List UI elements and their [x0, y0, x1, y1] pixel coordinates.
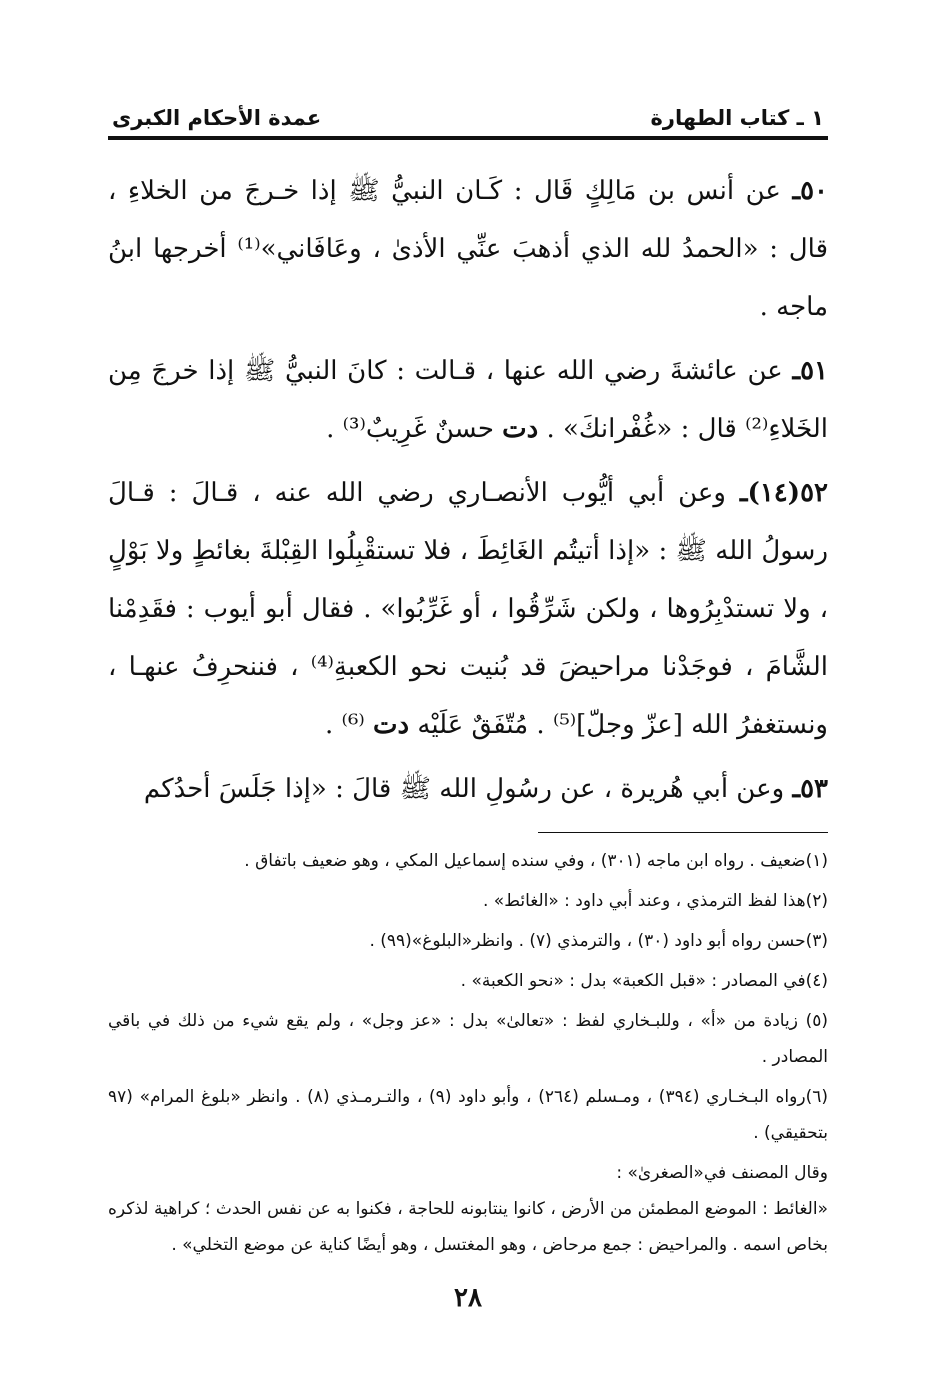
- author-note-heading: وقال المصنف في«الصغرىٰ» :: [616, 1163, 828, 1183]
- footnote-4: (٤)في المصادر : «قبل الكعبة» بدل : «نحو الكعبة» .: [460, 971, 828, 991]
- footnote-1: (١)ضعيف . رواه ابن ماجه (٣٠١) ، وفي سنده إسماعيل المكي ، وهو ضعيف باتفاق .: [244, 851, 828, 871]
- chapter-title: ١ ـ كتاب الطهارة: [650, 106, 824, 130]
- hadith-52: [108, 464, 828, 754]
- book-page: [108, 96, 828, 1366]
- footnote-6: (٦)رواه البـخـاري (٣٩٤) ، ومـسلم (٢٦٤) ، وأبو داود (٩) ، والتـرمـذي (٨) . وانظر «بلوغ المرام» (٩٧ بتحقيقي) .: [108, 1087, 828, 1143]
- hadith-text: وعن أبي هُريرة ، عن رسُولِ الله ﷺ قالَ : «إذا جَلَسَ أحدُكم: [143, 774, 785, 804]
- footnote-divider: [538, 832, 828, 833]
- grading: حسنٌ غَرِيبٌ⁽³⁾ .: [326, 414, 494, 444]
- hadith-number: ٥١ـ: [792, 356, 829, 386]
- author-note-text: «الغائط : الموضع المطمئن من الأرض ، كانوا ينتابونه للحاجة ، فكنوا به عن نفس الحدث ؛ كراهية لذكره بخاص اسمه . والمراحيض : جمع مرحاض ، وهو المغتسل ، وهو أيضًا كناية عن موضع التخلي» .: [108, 1199, 828, 1255]
- page-number: ٢٨: [454, 1283, 482, 1313]
- footnote-5: (٥) زيادة من «أ» ، وللبـخاري لفظ : «تعالىٰ» بدل : «عز وجل» ، ولم يقع شيء من ذلك في باقي المصادر .: [108, 1011, 828, 1067]
- header-rule: [108, 136, 828, 140]
- hadith-text: عن عائشةَ رضي الله عنها ، قـالت : كانَ النبيُّ ﷺ إذا خرجَ مِن الخَلاءِ⁽²⁾ قال : «غُفْرانكَ» .: [108, 356, 828, 444]
- running-header: [108, 96, 828, 130]
- hadith-number: ٥٢(١٤)ـ: [739, 478, 829, 508]
- hadith-text: عن أنس بن مَالِكٍ قَال : كَـان النبيُّ ﷺ إذا خـرجَ من الخلاءِ ، قال : «الحمدُ لله الذي أذهبَ عنِّي الأذىٰ ، وعَافَاني»⁽¹⁾ أخرجها ابنُ ماجه .: [108, 176, 828, 322]
- hadith-text: وعن أبي أيُّوب الأنصـاري رضي الله عنه ، قـالَ : قـالَ رسولُ الله ﷺ : «إذا أتيتُم الغَائِطَ ، فلا تستقْبِلُوا القِبْلةَ بغائطٍ ولا بَوْلٍ ، ولا تستدْبِرُوها ، ولكن شَرِّقُوا ، أو غَرِّبُوا» . فقال أبو أيوب : فقَدِمْنا الشَّامَ ، فوجَدْنا مراحيضَ قد بُنيت نحو الكعبةِ⁽⁴⁾ ، فننحرِفُ عنهـا ، ونستغفرُ الله [عزّ وجلّ]⁽⁵⁾ . مُتّفَقٌ عَلَيْه: [108, 478, 829, 740]
- footnote-2: (٢)هذا لفظ الترمذي ، وعند أبي داود : «الغائط» .: [483, 891, 828, 911]
- footnotes: [108, 843, 828, 1263]
- hadith-50: [108, 162, 828, 336]
- source-code: دت: [502, 414, 539, 444]
- hadith-number: ٥٠ـ: [792, 176, 829, 206]
- hadith-number: ٥٣ـ: [792, 774, 828, 804]
- source-code: دت: [373, 710, 410, 740]
- footnote-3: (٣)حسن رواه أبو داود (٣٠) ، والترمذي (٧) . وانظر«البلوغ»(٩٩) .: [369, 931, 828, 951]
- footnote-ref: ⁽⁶⁾ .: [325, 710, 365, 740]
- book-title: عمدة الأحكام الكبرى: [112, 106, 322, 130]
- main-text: [108, 162, 828, 818]
- hadith-53: [108, 760, 828, 818]
- hadith-51: [108, 342, 828, 458]
